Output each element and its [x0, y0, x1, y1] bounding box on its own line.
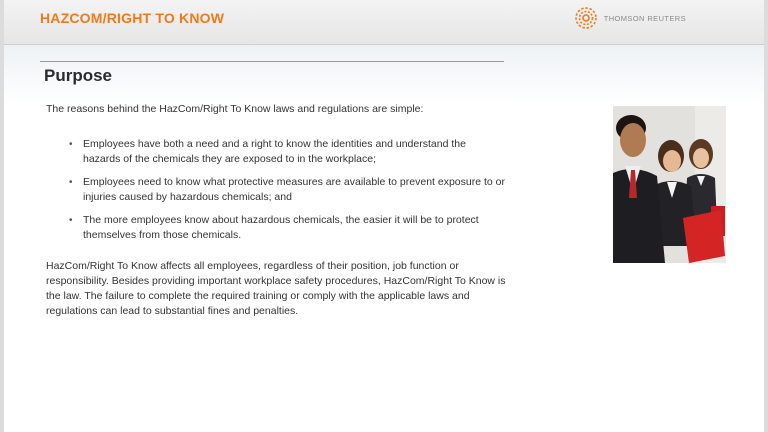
list-item-text: The more employees know about hazardous chemicals, the easier it will be to protect themselves from those chemicals.	[83, 214, 479, 241]
list-item	[69, 213, 506, 243]
employees-photo	[613, 106, 726, 263]
intro-text: The reasons behind the HazCom/Right To Know laws and regulations are simple:	[46, 103, 424, 115]
list-item	[69, 175, 506, 205]
slide-header	[4, 0, 764, 45]
thomson-reuters-logo-icon	[574, 6, 598, 30]
title-divider	[40, 61, 504, 62]
bullet-icon: •	[69, 177, 73, 188]
employees-illustration	[613, 106, 726, 263]
bullet-icon: •	[69, 215, 73, 226]
closing-paragraph: HazCom/Right To Know affects all employees, regardless of their position, job function or responsibility. Besides providing important workplace safety procedures, HazCom/Right To Know is the law. The failure to complete the required training or comply with the applicable laws and regulations can lead to substantial fines and penalties.	[46, 260, 506, 317]
list-item	[69, 137, 506, 167]
page-title: Purpose	[44, 66, 113, 85]
brand-name: THOMSON REUTERS	[603, 13, 686, 23]
slide-content	[46, 102, 506, 319]
list-item-text: Employees have both a need and a right to know the identities and understand the hazards of the chemicals they are exposed to in the workplace;	[83, 138, 466, 165]
list-item-text: Employees need to know what protective measures are available to prevent exposure to or injuries caused by hazardous chemicals; and	[83, 176, 505, 203]
brand-logo	[574, 6, 686, 30]
header-title: HAZCOM/RIGHT TO KNOW	[40, 10, 225, 26]
slide	[4, 0, 764, 432]
bullet-icon: •	[69, 139, 73, 150]
reasons-list	[46, 137, 506, 243]
